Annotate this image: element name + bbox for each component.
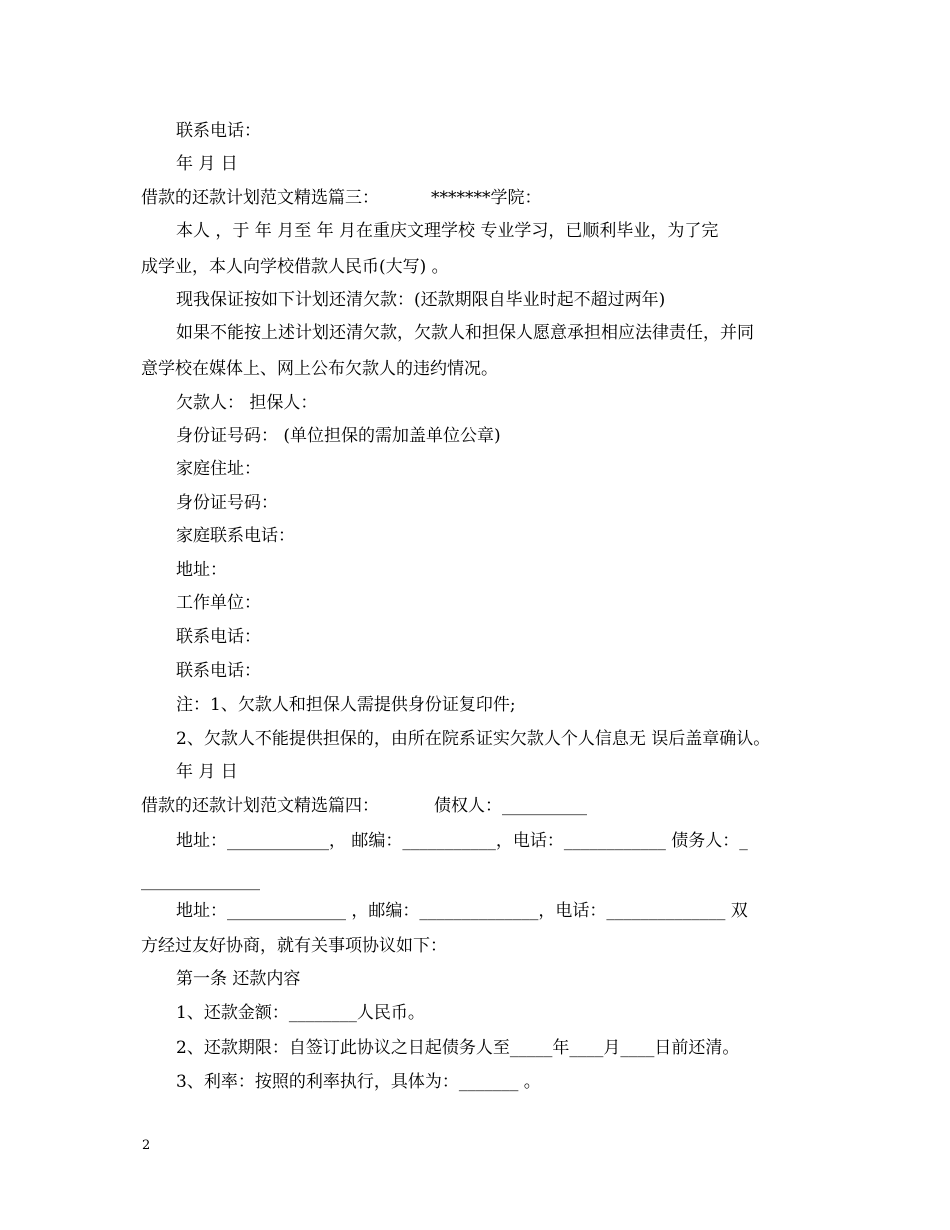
address-fields-line (176, 830, 748, 852)
text: 身份证号码： (单位担保的需加盖单位公章) (176, 426, 501, 446)
text: 地址：______________ ，邮编：______________，电话：______________ 双 (176, 901, 748, 921)
paragraph-line (141, 256, 449, 278)
heading-text: 借款的还款计划范文精选篇四： (141, 796, 379, 816)
section-four-heading (141, 795, 587, 817)
text: 工作单位： (176, 593, 261, 613)
text: 如果不能按上述计划还清欠款，欠款人和担保人愿意承担相应法律责任，并同 (176, 323, 754, 343)
text: 成学业，本人向学校借款人民币(大写) 。 (141, 257, 449, 277)
text: 欠款人： 担保人： (176, 393, 318, 413)
section-three-heading (141, 187, 542, 209)
text: 第一条 还款内容 (176, 969, 301, 989)
date-line (176, 761, 238, 783)
text: 本人 ，于 年 月至 年 月在重庆文理学校 专业学习，已顺利毕业，为了完 (176, 221, 719, 241)
paragraph-line (141, 358, 498, 380)
blank-fill-line (141, 870, 260, 892)
contact-phone-line (176, 120, 261, 142)
text: 家庭住址： (176, 459, 261, 479)
text: 意学校在媒体上、网上公布欠款人的违约情况。 (141, 359, 498, 379)
text: 联系电话： (176, 121, 261, 141)
address-fields-line (176, 900, 748, 922)
clause-line (176, 1002, 425, 1024)
text: ______________ (141, 871, 260, 891)
text: 联系电话： (176, 661, 261, 681)
text: 3、利率：按照的利率执行，具体为：_______ 。 (176, 1072, 541, 1092)
text: 年 月 日 (176, 762, 238, 782)
article-heading (176, 968, 300, 990)
date-line (176, 153, 238, 175)
text: 年 月 日 (176, 154, 238, 174)
creditor-text: 债权人：__________ (434, 796, 587, 816)
text: 地址：____________， 邮编：___________，电话：____________ 债务人：_ (176, 831, 748, 851)
signature-line (176, 392, 317, 414)
page-number: 2 (142, 1138, 151, 1153)
text: 2、欠款人不能提供担保的，由所在院系证实欠款人个人信息无 误后盖章确认。 (176, 729, 771, 749)
text: 方经过友好协商，就有关事项协议如下： (141, 936, 447, 956)
clause-line (176, 1071, 541, 1093)
id-number-line (176, 492, 278, 514)
home-address-line (176, 458, 261, 480)
clause-line (176, 1037, 739, 1059)
note-line (176, 694, 516, 716)
text: 现我保证按如下计划还清欠款：(还款期限自毕业时起不超过两年) (176, 290, 666, 310)
contact-phone-line (176, 626, 261, 648)
contact-phone-line (176, 660, 261, 682)
text: 地址： (176, 560, 227, 580)
paragraph-line (141, 935, 447, 957)
paragraph-line (176, 322, 754, 344)
note-line (176, 728, 770, 750)
text: 联系电话： (176, 627, 261, 647)
address-line (176, 559, 227, 581)
text: 1、还款金额：________人民币。 (176, 1003, 425, 1023)
id-number-line (176, 425, 501, 447)
text: 注：1、欠款人和担保人需提供身份证复印件; (176, 695, 516, 715)
heading-text: 借款的还款计划范文精选篇三： (141, 188, 379, 208)
text: 家庭联系电话： (176, 526, 295, 546)
employer-line (176, 592, 261, 614)
home-phone-line (176, 525, 295, 547)
text: 身份证号码： (176, 493, 278, 513)
addressee-text: *******学院： (431, 188, 542, 208)
paragraph-line (176, 289, 665, 311)
text: 2、还款期限：自签订此协议之日起债务人至_____年____月____日前还清。 (176, 1038, 740, 1058)
paragraph-line (176, 220, 718, 242)
